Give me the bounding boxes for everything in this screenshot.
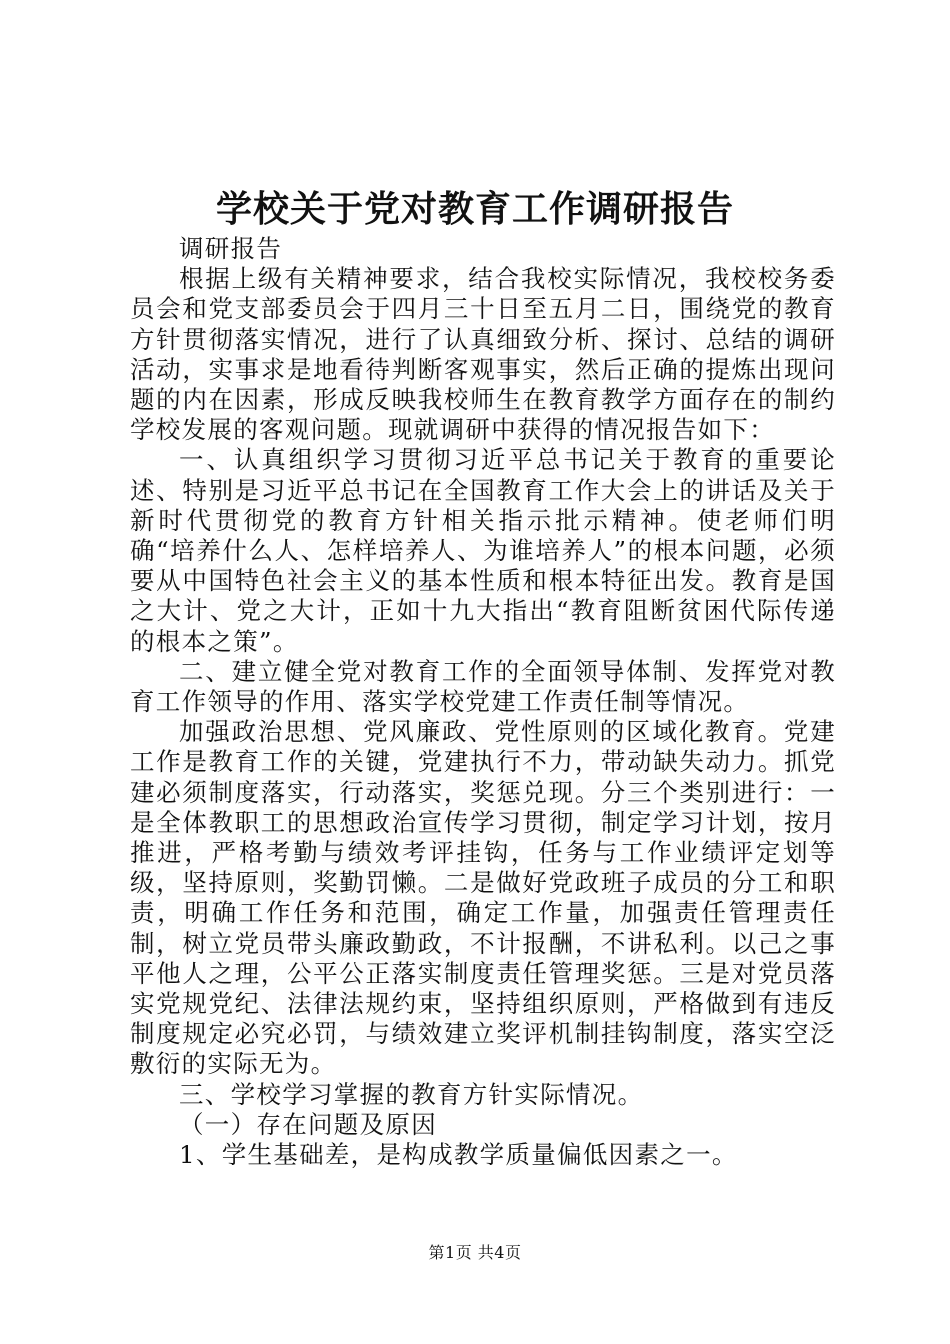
document-title: 学校关于党对教育工作调研报告 [215, 188, 734, 230]
paragraph-subsection-1: （一）存在问题及原因 [179, 1109, 437, 1139]
paragraph-section-1: 一、认真组织学习贯彻习近平总书记关于教育的重要论述、特别是习近平总书记在全国教育工作大会上的讲话及关于新时代贯彻党的教育方针相关指示批示精神。使老师们明确“培养什么人、怎样培养人、为谁培养人”的根本问题，必须要从中国特色社会主义的基本性质和根本特征出发。教育是国之大计、党之大计，正如十九大指出“教育阻断贫困代际传递的根本之策”。 [130, 445, 836, 656]
paragraph-section-2: 二、建立健全党对教育工作的全面领导体制、发挥党对教育工作领导的作用、落实学校党建工作责任制等情况。 [130, 656, 836, 717]
document-body [130, 234, 836, 1170]
paragraph-heading: 调研报告 [179, 234, 283, 263]
paragraph-section-2-detail: 加强政治思想、党风廉政、党性原则的区域化教育。党建工作是教育工作的关键，党建执行不力，带动缺失动力。抓党建必须制度落实，行动落实，奖惩兑现。分三个类别进行：一是全体教职工的思想政治宣传学习贯彻，制定学习计划，按月推进，严格考勤与绩效考评挂钩，任务与工作业绩评定划等级，坚持原则，奖勤罚懒。二是做好党政班子成员的分工和职责，明确工作任务和范围，确定工作量，加强责任管理责任制，树立党员带头廉政勤政，不计报酬，不讲私利。以己之事平他人之理，公平公正落实制度责任管理奖惩。三是对党员落实党规党纪、法律法规约束，坚持组织原则，严格做到有违反制度规定必究必罚，与绩效建立奖评机制挂钩制度，落实空泛敷衍的实际无为。 [130, 717, 836, 1079]
paragraph-section-3: 三、学校学习掌握的教育方针实际情况。 [179, 1079, 644, 1109]
page-footer: 第1页 共4页 [428, 1243, 522, 1262]
paragraph-item-1: 1、学生基础差，是构成教学质量偏低因素之一。 [179, 1140, 738, 1170]
paragraph-intro: 根据上级有关精神要求，结合我校实际情况，我校校务委员会和党支部委员会于四月三十日至五月二日，围绕党的教育方针贯彻落实情况，进行了认真细致分析、探讨、总结的调研活动，实事求是地看待判断客观事实，然后正确的提炼出现问题的内在因素，形成反映我校师生在教育教学方面存在的制约学校发展的客观问题。现就调研中获得的情况报告如下： [130, 264, 836, 445]
